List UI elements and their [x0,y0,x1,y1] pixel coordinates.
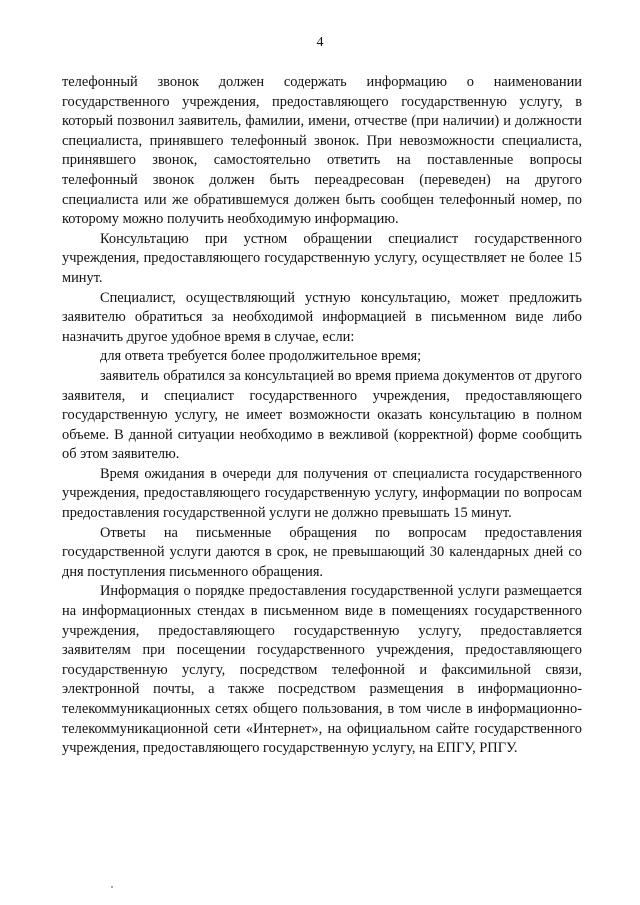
body-text [62,73,582,759]
paragraph-4: для ответа требуется более продолжительное время; [100,348,422,365]
paragraph-3: Специалист, осуществляющий устную консультацию, может предложить заявителю обратиться за необходимой информацией в письменном виде либо назначить другое удобное время в случае, если: [62,289,582,345]
paragraph-5: заявитель обратился за консультацией во время приема документов от другого заявителя, и специалист государственного учреждения, предоставляющего государственную услугу, не имеет возможности оказать консультацию в полном объеме. В данной ситуации необходимо в вежливой (корректной) форме сообщить об этом заявителю. [62,367,582,463]
paragraph-1: телефонный звонок должен содержать информацию о наименовании государственного учреждения, предоставляющего государственную услугу, в который позвонил заявитель, фамилии, имени, отчестве (при наличии) и должности специалиста, принявшего телефонный звонок. При невозможности специалиста, принявшего звонок, самостоятельно ответить на поставленные вопросы телефонный звонок должен быть переадресован (переведен) на другого специалиста или же обратившемуся должен быть сообщен телефонный номер, по которому можно получить необходимую информацию. [62,74,582,228]
page-number: 4 [316,35,324,50]
paragraph-2: Консультацию при устном обращении специалист государственного учреждения, предоставляющего государственную услугу, осуществляет не более 15 минут. [62,230,582,286]
paragraph-6: Время ожидания в очереди для получения от специалиста государственного учреждения, предоставляющего государственную услугу, информации по вопросам предоставления государственной услуги не должно превышать 15 минут. [62,465,582,522]
scan-speck [111,886,113,888]
paragraph-8: Информация о порядке предоставления государственной услуги размещается на информационных стендах в письменном виде в помещениях государственного учреждения, предоставляющего государственную услугу, предоставляется заявителям при посещении государственного учреждения, предоставляющего государственную услугу, посредством телефонной и факсимильной связи, электронной почты, а также посредством размещения в информационно-телекоммуникационных сетях общего пользования, в том числе в информационно-телекоммуникационной сети «Интернет», на официальном сайте государственного учреждения, предоставляющего государственную услугу, на ЕПГУ, РПГУ. [62,583,582,757]
paragraph-7: Ответы на письменные обращения по вопросам предоставления государственной услуги даются в срок, не превышающий 30 календарных дней со дня поступления письменного обращения. [62,524,582,580]
